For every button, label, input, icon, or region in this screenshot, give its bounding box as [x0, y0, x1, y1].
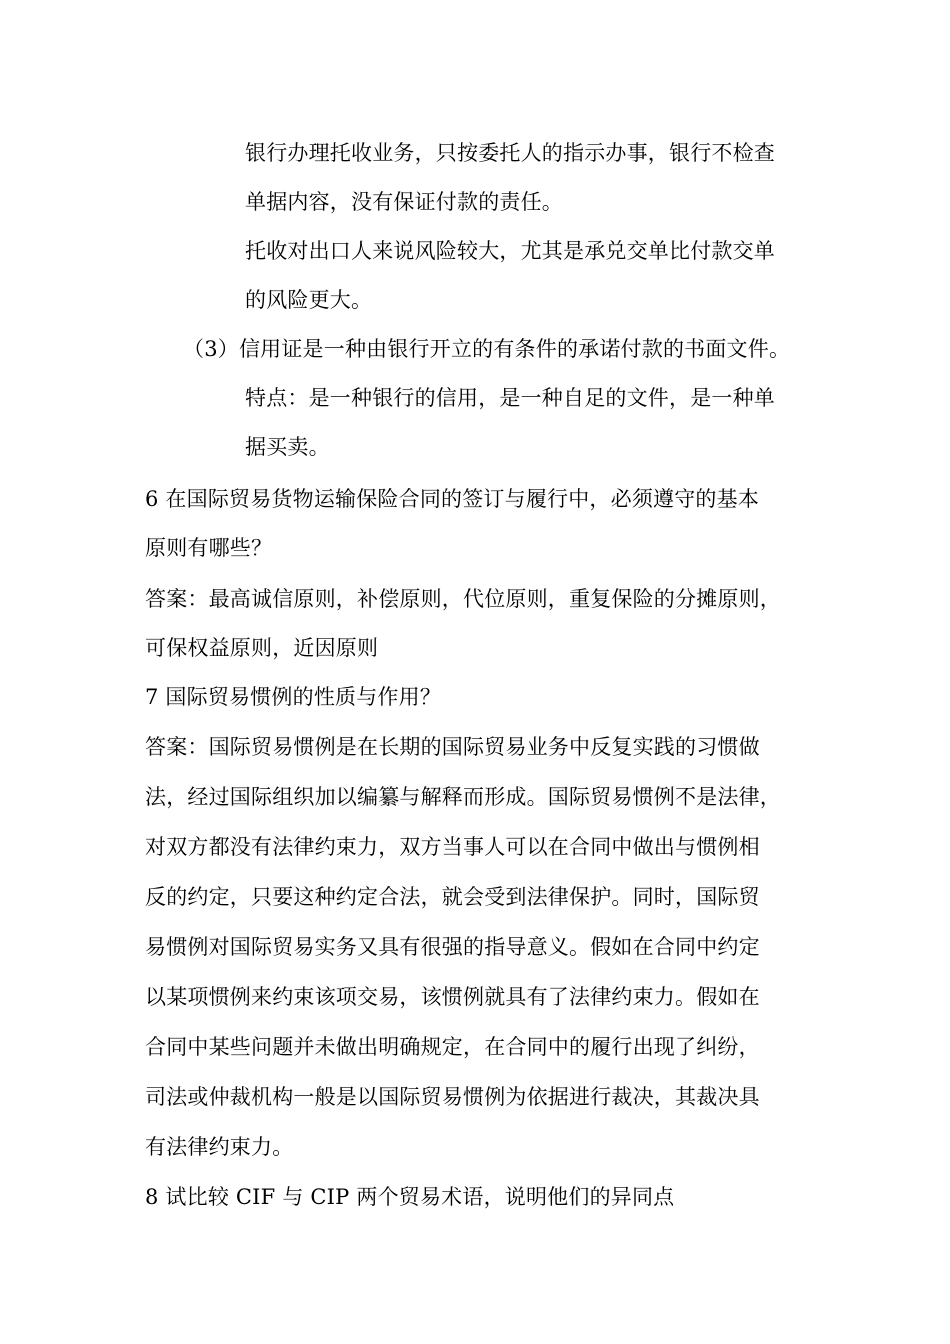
- question-heading: 原则有哪些？: [145, 536, 273, 560]
- text-line: 单据内容，没有保证付款的责任。: [245, 190, 563, 214]
- question-heading: 6 在国际贸易货物运输保险合同的签订与履行中，必须遵守的基本: [145, 487, 760, 511]
- answer-line: 对双方都没有法律约束力，双方当事人可以在合同中做出与惯例相: [145, 835, 760, 859]
- answer-line: 答案：最高诚信原则，补偿原则，代位原则，重复保险的分摊原则，: [145, 587, 781, 611]
- text-line: 银行办理托收业务，只按委托人的指示办事，银行不检查: [245, 141, 775, 165]
- question-heading: 7 国际贸易惯例的性质与作用？: [145, 685, 442, 709]
- text-line: 据买卖。: [245, 435, 330, 459]
- answer-line: 以某项惯例来约束该项交易，该惯例就具有了法律约束力。假如在: [145, 985, 760, 1009]
- text-line: 特点：是一种银行的信用，是一种自足的文件，是一种单: [245, 386, 775, 410]
- text-line: 托收对出口人来说风险较大，尤其是承兑交单比付款交单: [245, 239, 775, 263]
- answer-line: 易惯例对国际贸易实务又具有很强的指导意义。假如在合同中约定: [145, 935, 760, 959]
- answer-line: 答案：国际贸易惯例是在长期的国际贸易业务中反复实践的习惯做: [145, 735, 760, 759]
- question-heading: 8 试比较 CIF 与 CIP 两个贸易术语，说明他们的异同点: [145, 1185, 675, 1209]
- text-line: 的风险更大。: [245, 288, 373, 312]
- answer-line: 司法或仲裁机构一般是以国际贸易惯例为依据进行裁决，其裁决具: [145, 1085, 760, 1109]
- answer-line: 反的约定，只要这种约定合法，就会受到法律保护。同时，国际贸: [145, 885, 760, 909]
- answer-line: 有法律约束力。: [145, 1135, 294, 1159]
- answer-line: 合同中某些问题并未做出明确规定，在合同中的履行出现了纠纷，: [145, 1035, 760, 1059]
- answer-line: 法，经过国际组织加以编纂与解释而形成。国际贸易惯例不是法律，: [145, 785, 781, 809]
- answer-line: 可保权益原则，近因原则: [145, 636, 379, 660]
- text-line: （3）信用证是一种由银行开立的有条件的承诺付款的书面文件。: [183, 337, 791, 361]
